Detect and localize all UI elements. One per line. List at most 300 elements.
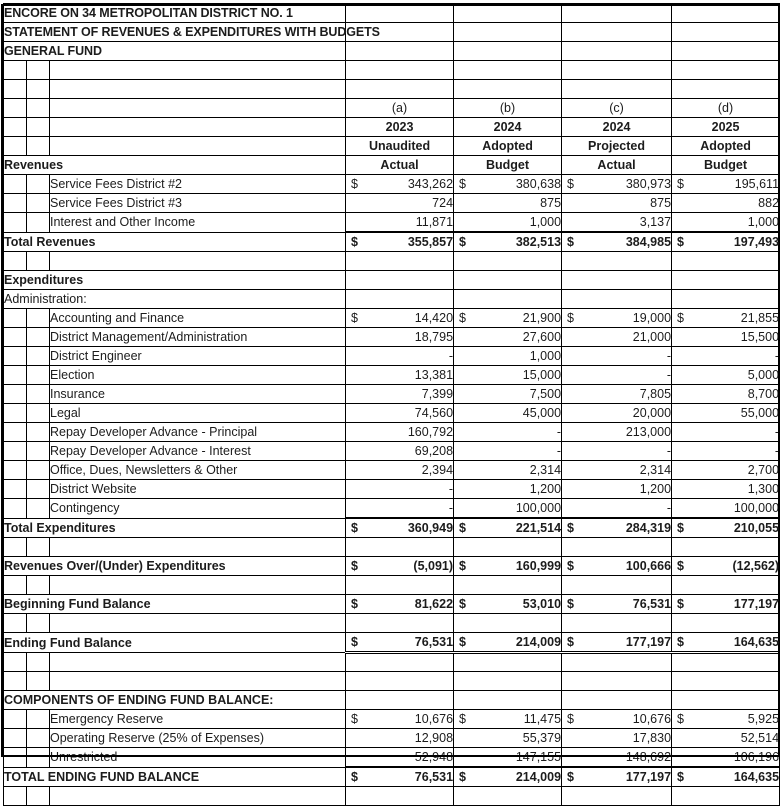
value-cell xyxy=(454,175,562,194)
empty-value-cell xyxy=(562,290,672,309)
value-cell xyxy=(562,633,672,653)
column-year-row-cell: 2024 xyxy=(562,118,672,137)
expenditure-row-1 xyxy=(4,328,780,347)
currency-symbol: $ xyxy=(459,770,466,784)
indent-cell xyxy=(4,480,27,499)
revenue-row-1-label: Service Fees District #3 xyxy=(50,194,346,213)
indent-cell xyxy=(4,538,27,557)
value-text: 100,666 xyxy=(625,559,672,573)
indent-cell xyxy=(4,787,27,806)
value-cell xyxy=(672,518,780,538)
value-cell xyxy=(672,175,780,194)
value-cell xyxy=(562,194,672,213)
value-text: 360,949 xyxy=(407,521,454,535)
value-cell xyxy=(454,633,562,653)
value-text: 21,000 xyxy=(632,330,672,344)
value-cell xyxy=(562,175,672,194)
value-cell xyxy=(454,499,562,519)
empty-value-cell xyxy=(454,576,562,595)
value-cell xyxy=(346,710,454,729)
value-cell xyxy=(562,499,672,519)
indent-cell xyxy=(27,614,50,633)
value-cell xyxy=(346,213,454,233)
empty-value-cell xyxy=(562,614,672,633)
indent-cell xyxy=(27,499,50,519)
value-cell xyxy=(346,232,454,252)
value-text: 1,000 xyxy=(529,349,562,363)
value-cell xyxy=(672,347,780,366)
total-expenditures-row-label: Total Expenditures xyxy=(4,518,346,538)
indent-cell xyxy=(4,309,27,328)
value-text: - xyxy=(666,349,672,363)
indent-cell xyxy=(27,328,50,347)
value-text: 221,514 xyxy=(515,521,562,535)
value-text: 13,381 xyxy=(414,368,454,382)
column-basis-cell: Actual xyxy=(346,156,454,175)
column-qualifier-row-cell: Adopted xyxy=(672,137,780,156)
value-text: 164,635 xyxy=(733,770,780,784)
value-cell xyxy=(346,423,454,442)
value-text: 164,635 xyxy=(733,635,780,649)
value-cell xyxy=(346,767,454,787)
indent-cell xyxy=(4,423,27,442)
value-text: 81,622 xyxy=(414,597,454,611)
value-text: 214,009 xyxy=(515,635,562,649)
indent-cell xyxy=(4,175,27,194)
indent-cell xyxy=(4,99,27,118)
indent-cell xyxy=(27,61,50,80)
financial-statement-table xyxy=(3,3,780,806)
empty-value-cell xyxy=(672,538,780,557)
indent-cell xyxy=(27,576,50,595)
value-cell xyxy=(672,366,780,385)
title-filler-cell xyxy=(672,4,780,23)
empty-value-cell xyxy=(562,653,672,672)
value-text: 52,514 xyxy=(740,731,780,745)
empty-value-cell xyxy=(346,614,454,633)
value-cell xyxy=(562,404,672,423)
currency-symbol: $ xyxy=(677,635,684,649)
empty-value-cell xyxy=(562,787,672,806)
currency-symbol: $ xyxy=(567,635,574,649)
indent-cell xyxy=(27,213,50,233)
empty-value-cell xyxy=(346,80,454,99)
indent-cell xyxy=(27,442,50,461)
doc-title-line3-text: GENERAL FUND xyxy=(4,42,346,61)
beginning-fund-balance-row-label: Beginning Fund Balance xyxy=(4,595,346,614)
indent-cell xyxy=(4,80,27,99)
value-cell xyxy=(454,232,562,252)
value-cell xyxy=(454,404,562,423)
indent-cell xyxy=(4,576,27,595)
component-row-1-label: Operating Reserve (25% of Expenses) xyxy=(50,729,346,748)
value-cell xyxy=(454,748,562,768)
spacer-row-bot-3 xyxy=(4,787,780,806)
value-cell xyxy=(672,767,780,787)
indent-cell xyxy=(4,137,27,156)
value-cell xyxy=(562,557,672,576)
empty-value-cell xyxy=(562,61,672,80)
indent-cell xyxy=(27,99,50,118)
currency-symbol: $ xyxy=(459,521,466,535)
value-text: 27,600 xyxy=(522,330,562,344)
value-text: 382,513 xyxy=(515,235,562,249)
spacer-label-cell xyxy=(50,538,346,557)
value-text: 380,973 xyxy=(625,177,672,191)
empty-value-cell xyxy=(346,538,454,557)
spacer-row-top-2 xyxy=(4,80,780,99)
value-cell xyxy=(672,309,780,328)
total-revenues-row xyxy=(4,232,780,252)
header-label-cell xyxy=(50,99,346,118)
value-text: - xyxy=(448,501,454,515)
empty-value-cell xyxy=(562,691,672,710)
empty-value-cell xyxy=(562,252,672,271)
value-text: - xyxy=(666,368,672,382)
empty-value-cell xyxy=(672,252,780,271)
value-text: 210,055 xyxy=(733,521,780,535)
expenditure-row-5-label: Legal xyxy=(50,404,346,423)
value-cell xyxy=(454,347,562,366)
column-basis-cell: Actual xyxy=(562,156,672,175)
empty-value-cell xyxy=(672,80,780,99)
value-cell xyxy=(454,595,562,614)
column-letter-row-cell: (a) xyxy=(346,99,454,118)
currency-symbol: $ xyxy=(677,597,684,611)
header-label-cell xyxy=(50,118,346,137)
ending-fund-balance-row-label: Ending Fund Balance xyxy=(4,633,346,653)
value-text: 2,314 xyxy=(529,463,562,477)
empty-value-cell xyxy=(346,672,454,691)
expenditure-row-7-label: Repay Developer Advance - Interest xyxy=(50,442,346,461)
value-cell xyxy=(346,557,454,576)
expenditure-row-2 xyxy=(4,347,780,366)
value-cell xyxy=(454,729,562,748)
expenditure-row-6 xyxy=(4,423,780,442)
value-cell xyxy=(454,518,562,538)
column-basis-cell: Budget xyxy=(672,156,780,175)
empty-value-cell xyxy=(454,61,562,80)
value-cell xyxy=(562,347,672,366)
expenditure-row-3 xyxy=(4,366,780,385)
spacer-label-cell xyxy=(50,787,346,806)
indent-cell xyxy=(27,118,50,137)
currency-symbol: $ xyxy=(677,770,684,784)
value-text: 177,197 xyxy=(625,770,672,784)
value-text: 100,000 xyxy=(515,501,562,515)
value-text: 11,475 xyxy=(523,712,562,726)
indent-cell xyxy=(27,787,50,806)
spacer-label-cell xyxy=(50,614,346,633)
value-cell xyxy=(454,385,562,404)
currency-symbol: $ xyxy=(567,559,574,573)
title-filler-cell xyxy=(562,23,672,42)
component-row-2 xyxy=(4,748,780,768)
empty-value-cell xyxy=(454,672,562,691)
currency-symbol: $ xyxy=(459,311,466,325)
value-text: 5,000 xyxy=(747,368,780,382)
currency-symbol: $ xyxy=(677,235,684,249)
value-cell xyxy=(672,729,780,748)
currency-symbol: $ xyxy=(351,521,358,535)
title-filler-cell xyxy=(454,4,562,23)
value-cell xyxy=(672,461,780,480)
value-text: 1,000 xyxy=(747,215,780,229)
spacer-row-bot-2 xyxy=(4,672,780,691)
value-cell xyxy=(562,385,672,404)
value-cell xyxy=(672,194,780,213)
value-cell xyxy=(562,442,672,461)
empty-value-cell xyxy=(562,80,672,99)
value-text: - xyxy=(448,349,454,363)
empty-value-cell xyxy=(672,691,780,710)
spacer-row-mid-2 xyxy=(4,538,780,557)
value-text: 148,692 xyxy=(625,750,672,764)
empty-value-cell xyxy=(672,653,780,672)
indent-cell xyxy=(27,710,50,729)
empty-value-cell xyxy=(454,538,562,557)
value-cell xyxy=(346,633,454,653)
value-text: 7,805 xyxy=(639,387,672,401)
indent-cell xyxy=(4,252,27,271)
value-cell xyxy=(672,385,780,404)
indent-cell xyxy=(4,213,27,233)
expenditure-row-9-label: District Website xyxy=(50,480,346,499)
currency-symbol: $ xyxy=(351,597,358,611)
empty-value-cell xyxy=(672,672,780,691)
value-cell xyxy=(454,442,562,461)
value-text: 19,000 xyxy=(632,311,672,325)
value-text: - xyxy=(448,482,454,496)
spacer-label-cell xyxy=(50,653,346,672)
currency-symbol: $ xyxy=(459,712,466,726)
component-row-0 xyxy=(4,710,780,729)
value-cell xyxy=(672,499,780,519)
empty-value-cell xyxy=(672,576,780,595)
expenditure-row-6-label: Repay Developer Advance - Principal xyxy=(50,423,346,442)
revenues-header-label: Revenues xyxy=(4,156,346,175)
expenditure-row-1-label: District Management/Administration xyxy=(50,328,346,347)
empty-value-cell xyxy=(454,290,562,309)
value-cell xyxy=(562,213,672,233)
empty-value-cell xyxy=(346,252,454,271)
empty-value-cell xyxy=(454,787,562,806)
value-cell xyxy=(346,366,454,385)
indent-cell xyxy=(4,366,27,385)
value-text: 52,948 xyxy=(414,750,454,764)
value-text: 284,319 xyxy=(625,521,672,535)
value-text: 7,399 xyxy=(421,387,454,401)
currency-symbol: $ xyxy=(351,712,358,726)
currency-symbol: $ xyxy=(351,559,358,573)
indent-cell xyxy=(4,614,27,633)
empty-value-cell xyxy=(562,271,672,290)
total-ending-fund-balance-row-label: TOTAL ENDING FUND BALANCE xyxy=(4,767,346,787)
value-text: 384,985 xyxy=(625,235,672,249)
expenditures-header-row-label: Expenditures xyxy=(4,271,346,290)
value-cell xyxy=(346,729,454,748)
value-cell xyxy=(672,213,780,233)
empty-value-cell xyxy=(346,290,454,309)
value-text: 10,676 xyxy=(414,712,454,726)
revenues-over-under-row-label: Revenues Over/(Under) Expenditures xyxy=(4,557,346,576)
empty-value-cell xyxy=(454,653,562,672)
currency-symbol: $ xyxy=(677,521,684,535)
value-cell xyxy=(346,461,454,480)
value-text: 15,000 xyxy=(522,368,562,382)
indent-cell xyxy=(4,653,27,672)
value-text: 343,262 xyxy=(407,177,454,191)
value-cell xyxy=(562,748,672,768)
value-cell xyxy=(454,309,562,328)
value-cell xyxy=(672,328,780,347)
value-cell xyxy=(562,461,672,480)
value-text: 76,531 xyxy=(414,635,454,649)
value-text: 1,000 xyxy=(529,215,562,229)
value-cell xyxy=(672,557,780,576)
value-cell xyxy=(672,480,780,499)
value-text: (12,562) xyxy=(732,559,780,573)
value-cell xyxy=(346,442,454,461)
title-filler-cell xyxy=(454,23,562,42)
value-cell xyxy=(346,518,454,538)
value-cell xyxy=(672,404,780,423)
expenditure-row-4-label: Insurance xyxy=(50,385,346,404)
doc-title-line2 xyxy=(4,23,780,42)
value-cell xyxy=(346,194,454,213)
spacer-label-cell xyxy=(50,576,346,595)
indent-cell xyxy=(4,347,27,366)
value-cell xyxy=(672,442,780,461)
indent-cell xyxy=(27,175,50,194)
value-text: 2,700 xyxy=(747,463,780,477)
value-cell xyxy=(562,767,672,787)
value-cell xyxy=(454,461,562,480)
value-cell xyxy=(562,729,672,748)
empty-value-cell xyxy=(672,290,780,309)
value-text: 875 xyxy=(540,196,562,210)
empty-value-cell xyxy=(346,691,454,710)
value-text: 355,857 xyxy=(407,235,454,249)
empty-value-cell xyxy=(346,653,454,672)
value-cell xyxy=(454,480,562,499)
value-text: 76,531 xyxy=(414,770,454,784)
value-cell xyxy=(454,710,562,729)
value-text: 53,010 xyxy=(522,597,562,611)
value-text: 2,314 xyxy=(639,463,672,477)
empty-value-cell xyxy=(346,271,454,290)
column-year-row-cell: 2024 xyxy=(454,118,562,137)
value-cell xyxy=(562,366,672,385)
value-text: 195,611 xyxy=(734,177,780,191)
spacer-row-top-1 xyxy=(4,61,780,80)
empty-value-cell xyxy=(562,672,672,691)
currency-symbol: $ xyxy=(351,770,358,784)
value-text: 724 xyxy=(432,196,454,210)
value-cell xyxy=(562,232,672,252)
value-text: - xyxy=(666,501,672,515)
currency-symbol: $ xyxy=(567,311,574,325)
value-text: 380,638 xyxy=(515,177,562,191)
doc-title-line2-text: STATEMENT OF REVENUES & EXPENDITURES WITH BUDGETS xyxy=(4,23,346,42)
spacer-row-mid-4 xyxy=(4,614,780,633)
value-text: 2,394 xyxy=(421,463,454,477)
value-text: 11,871 xyxy=(415,215,454,229)
value-text: - xyxy=(774,444,780,458)
value-text: 160,999 xyxy=(515,559,562,573)
empty-value-cell xyxy=(672,614,780,633)
expenditure-row-0-label: Accounting and Finance xyxy=(50,309,346,328)
value-text: 5,925 xyxy=(747,712,780,726)
expenditure-row-8-label: Office, Dues, Newsletters & Other xyxy=(50,461,346,480)
beginning-fund-balance-row xyxy=(4,595,780,614)
currency-symbol: $ xyxy=(567,597,574,611)
components-header-row xyxy=(4,691,780,710)
expenditure-row-9 xyxy=(4,480,780,499)
empty-value-cell xyxy=(672,787,780,806)
value-text: 106,196 xyxy=(733,750,780,764)
value-text: 8,700 xyxy=(747,387,780,401)
value-text: 1,300 xyxy=(747,482,780,496)
column-year-row xyxy=(4,118,780,137)
currency-symbol: $ xyxy=(677,177,684,191)
currency-symbol: $ xyxy=(567,770,574,784)
empty-value-cell xyxy=(346,787,454,806)
value-cell xyxy=(346,347,454,366)
spreadsheet-canvas xyxy=(0,3,782,784)
indent-cell xyxy=(27,461,50,480)
value-cell xyxy=(562,309,672,328)
empty-value-cell xyxy=(346,576,454,595)
indent-cell xyxy=(27,480,50,499)
value-text: 7,500 xyxy=(529,387,562,401)
value-text: 875 xyxy=(650,196,672,210)
currency-symbol: $ xyxy=(351,311,358,325)
value-cell xyxy=(346,175,454,194)
value-cell xyxy=(346,480,454,499)
currency-symbol: $ xyxy=(567,712,574,726)
value-text: 213,000 xyxy=(625,425,672,439)
indent-cell xyxy=(27,404,50,423)
expenditure-row-10-label: Contingency xyxy=(50,499,346,519)
expenditure-row-3-label: Election xyxy=(50,366,346,385)
component-row-0-label: Emergency Reserve xyxy=(50,710,346,729)
currency-symbol: $ xyxy=(351,177,358,191)
value-cell xyxy=(672,232,780,252)
currency-symbol: $ xyxy=(459,597,466,611)
value-text: 100,000 xyxy=(733,501,780,515)
column-year-row-cell: 2025 xyxy=(672,118,780,137)
header-label-cell xyxy=(50,137,346,156)
indent-cell xyxy=(4,404,27,423)
value-text: 10,676 xyxy=(632,712,672,726)
value-cell xyxy=(562,423,672,442)
value-text: 21,900 xyxy=(522,311,562,325)
empty-value-cell xyxy=(672,271,780,290)
currency-symbol: $ xyxy=(351,235,358,249)
indent-cell xyxy=(27,538,50,557)
indent-cell xyxy=(27,137,50,156)
doc-title-line1 xyxy=(4,4,780,23)
value-cell xyxy=(672,633,780,653)
title-filler-cell xyxy=(346,4,454,23)
value-text: 20,000 xyxy=(632,406,672,420)
doc-title-line1-text: ENCORE ON 34 METROPOLITAN DISTRICT NO. 1 xyxy=(4,4,346,23)
expenditure-row-4 xyxy=(4,385,780,404)
column-qualifier-row xyxy=(4,137,780,156)
title-filler-cell xyxy=(346,42,454,61)
component-row-2-label: Unrestricted xyxy=(50,748,346,768)
